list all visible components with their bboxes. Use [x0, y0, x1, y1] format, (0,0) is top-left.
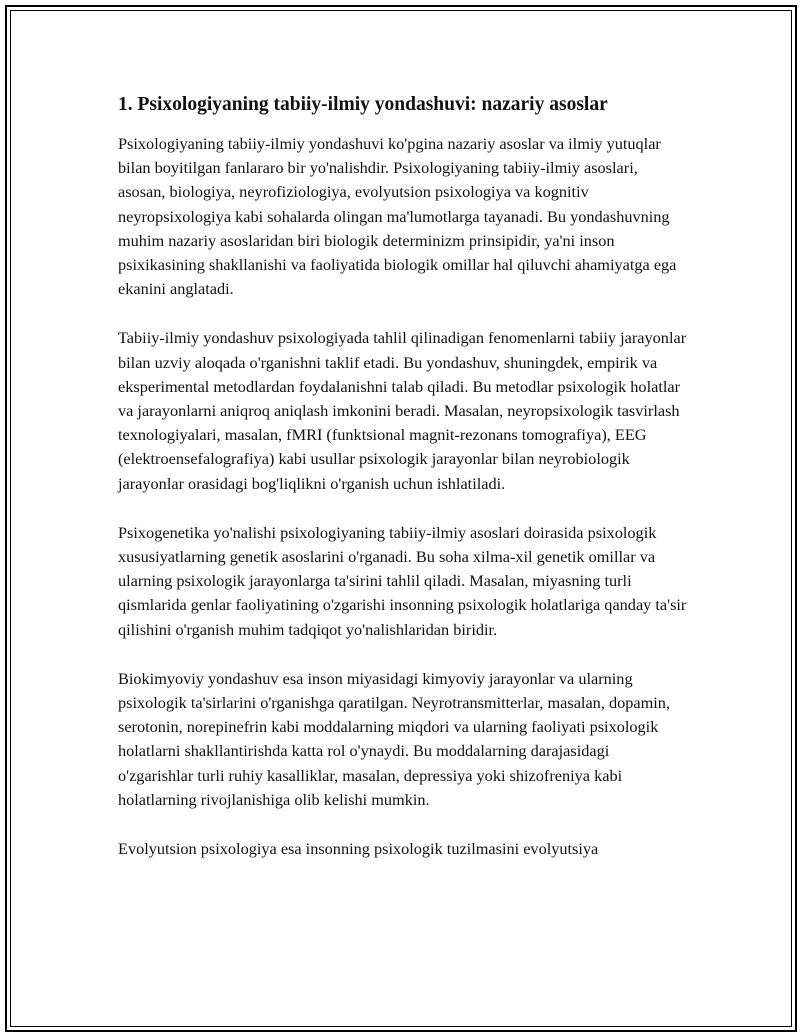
document-body: [118, 92, 688, 861]
paragraph-4: Biokimyoviy yondashuv esa inson miyasidagi kimyoviy jarayonlar va ularning psixologik ta'sirlarini o'rganishga qaratilgan. Neyrotransmitterlar, masalan, dopamin, serotonin, norepinefrin kabi moddalarning miqdori va ularning faoliyati psixologik holatlarni shakllantirishda katta rol o'ynaydi. Bu moddalarning darajasidagi o'zgarishlar turli ruhiy kasalliklar, masalan, depressiya yoki shizofreniya kabi holatlarning rivojlanishiga olib kelishi mumkin.: [118, 668, 671, 809]
paragraph-2: Tabiiy-ilmiy yondashuv psixologiyada tahlil qilinadigan fenomenlarni tabiiy jarayonlar bilan uzviy aloqada o'rganishni taklif etadi. Bu yondashuv, shuningdek, empirik va eksperimental metodlardan foydalanishni talab qiladi. Bu metodlar psixologik holatlar va jarayonlarni aniqroq aniqlash imkonini beradi. Masalan, neyropsixologik tasvirlash texnologiyalari, masalan, fMRI (funktsional magnit-rezonans tomografiya), EEG (elektroensefalografiya) kabi usullar psixologik jarayonlar bilan neyrobiologik jarayonlar orasidagi bog'liqlikni o'rganish uchun ishlatiladi.: [118, 328, 687, 493]
paragraph-3: Psixogenetika yo'nalishi psixologiyaning tabiiy-ilmiy asoslari doirasida psixologik xususiyatlarning genetik asoslarini o'rganadi. Bu soha xilma-xil genetik omillar va ularning psixologik jarayonlarga ta'sirini tahlil qiladi. Masalan, miyasning turli qismlarida genlar faoliyatining o'zgarishi insonning psixologik holatlariga qanday ta'sir qilishini o'rganish muhim tadqiqot yo'nalishlaridan biridir.: [118, 522, 687, 639]
paragraph-1: Psixologiyaning tabiiy-ilmiy yondashuvi ko'pgina nazariy asoslar va ilmiy yutuqlar bilan boyitilgan fanlararo bir yo'nalishdir. Psixologiyaning tabiiy-ilmiy asoslari, asosan, biologiya, neyrofiziologiya, evolyutsion psixologiya va kognitiv neyropsixologiya kabi sohalarda olingan ma'lumotlarga tayanadi. Bu yondashuvning muhim nazariy asoslaridan biri biologik determinizm prinsipidir, ya'ni inson psixikasining shakllanishi va faoliyatida biologik omillar hal qiluvchi ahamiyatga ega ekanini anglatadi.: [118, 134, 677, 299]
paragraph-5: Evolyutsion psixologiya esa insonning psixologik tuzilmasini evolyutsiya: [118, 839, 599, 859]
section-heading: 1. Psixologiyaning tabiiy-ilmiy yondashuvi: nazariy asoslar: [118, 94, 608, 115]
